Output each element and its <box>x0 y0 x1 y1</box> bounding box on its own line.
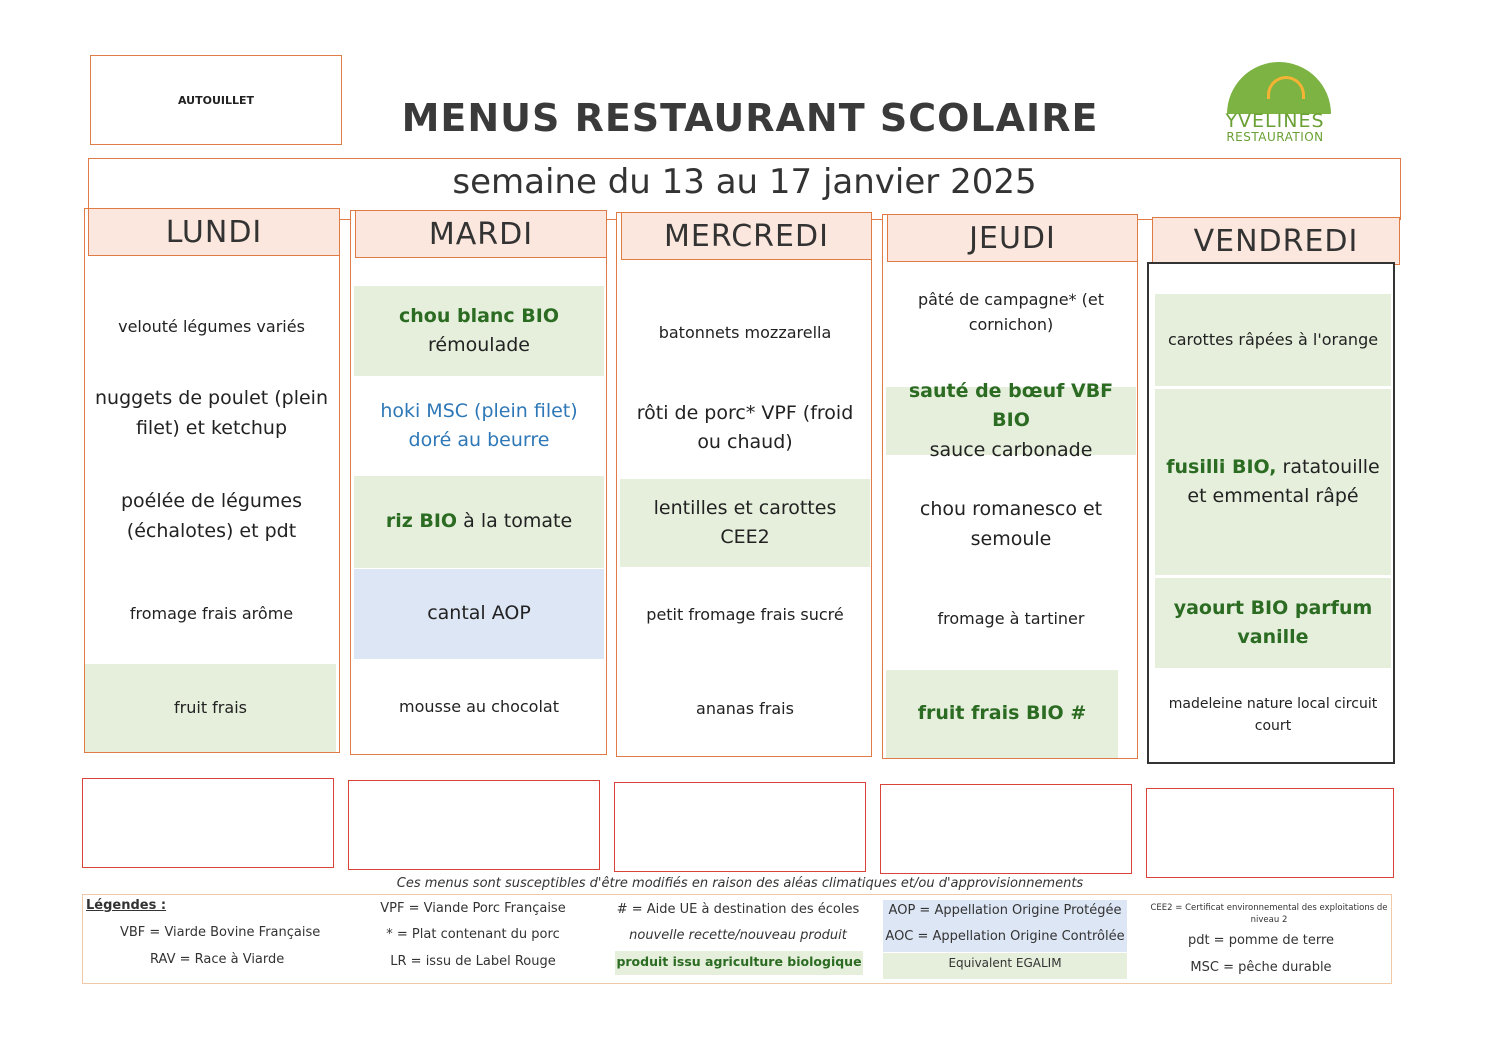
menu-item-side-rest: à la tomate <box>457 510 573 533</box>
menu-item-cheese: cantal AOP <box>354 569 604 659</box>
logo-sun-icon <box>1267 76 1305 99</box>
menu-item-dairy <box>1155 578 1391 668</box>
disclaimer-text: Ces menus sont susceptibles d'être modifiés en raison des aléas climatiques et/ou d'approvisionnements <box>396 876 1084 891</box>
legend-lr: LR = issu de Label Rouge <box>390 954 556 969</box>
menu-item-starter <box>354 286 604 376</box>
empty-note-cell <box>348 780 600 870</box>
legend-star: * = Plat contenant du porc <box>386 927 560 942</box>
day-column-vendredi <box>1147 262 1395 764</box>
empty-note-cell <box>1146 788 1394 878</box>
legend-cee2: CEE2 = Certificat environnemental des exploitations de niveau 2 <box>1150 903 1388 925</box>
legend-vpf: VPF = Viande Porc Française <box>380 901 566 916</box>
legend-pdt: pdt = pomme de terre <box>1187 933 1335 948</box>
menu-item-main-rest: sauce carbonade <box>929 438 1093 461</box>
bio-label: fruit frais BIO # <box>917 702 1087 725</box>
menu-item-dessert <box>886 670 1118 758</box>
bio-label: yaourt BIO parfum vanille <box>1173 596 1373 648</box>
legend-title: Légendes : <box>86 898 167 913</box>
legend-egalim: Equivalent EGALIM <box>883 953 1127 979</box>
menu-item-dessert: madeleine nature local circuit court <box>1168 696 1378 734</box>
menu-item-starter: carottes râpées à l'orange <box>1155 294 1391 386</box>
menu-item-main: hoki MSC (plein filet) doré au beurre <box>380 399 578 451</box>
day-header-vendredi: VENDREDI <box>1152 217 1400 265</box>
menu-item-main: nuggets de poulet (plein filet) et ketchup <box>94 387 329 439</box>
empty-note-cell <box>880 784 1132 874</box>
day-header-mardi: MARDI <box>355 210 607 258</box>
menu-item-starter: pâté de campagne* (et cornichon) <box>918 290 1104 334</box>
menu-item-main <box>886 379 1136 461</box>
menu-item-side: poélée de légumes (échalotes) et pdt <box>120 490 303 542</box>
logo-text-line1: YVELINES <box>1225 110 1325 132</box>
menu-item-main: rôti de porc* VPF (froid ou chaud) <box>636 401 854 453</box>
legend-hash: # = Aide UE à destination des écoles <box>616 902 860 917</box>
bio-label: riz BIO <box>385 510 458 533</box>
legend-vbf: VBF = Viarde Bovine Française <box>120 925 321 940</box>
school-name: AUTOUILLET <box>177 93 255 107</box>
menu-item-side <box>354 476 604 568</box>
menu-item-side: lentilles et carottes CEE2 <box>620 479 870 567</box>
school-name-box <box>90 55 342 145</box>
menu-item-main-rest: ratatouille et emmental râpé <box>1187 455 1380 507</box>
day-column-jeudi <box>882 214 1138 759</box>
day-header-lundi: LUNDI <box>88 208 340 256</box>
day-column-lundi <box>84 208 340 753</box>
legend-new: nouvelle recette/nouveau produit <box>629 928 847 943</box>
yvelines-restauration-logo <box>1205 58 1345 150</box>
menu-item-dessert: fruit frais <box>85 664 336 752</box>
empty-note-cell <box>82 778 334 868</box>
legend-aop: AOP = Appellation Origine Protégée <box>883 900 1127 926</box>
menu-item-starter: velouté légumes variés <box>118 316 305 336</box>
menu-item-starter: batonnets mozzarella <box>658 322 832 342</box>
empty-note-cell <box>614 782 866 872</box>
menu-item-cheese: fromage à tartiner <box>937 608 1085 628</box>
menu-item-dessert: ananas frais <box>696 698 794 718</box>
logo-text-line2: RESTAURATION <box>1226 130 1324 144</box>
legend-aoc: AOC = Appellation Origine Contrôlée <box>883 926 1127 952</box>
bio-label: chou blanc BIO <box>398 304 560 327</box>
bio-label: fusilli BIO, <box>1166 455 1277 478</box>
menu-item-cheese: petit fromage frais sucré <box>646 605 844 625</box>
menu-item-main <box>1155 389 1391 575</box>
day-header-mercredi: MERCREDI <box>621 212 872 260</box>
page-title: MENUS RESTAURANT SCOLAIRE <box>401 96 1099 140</box>
bio-label: sauté de bœuf VBF BIO <box>908 379 1114 432</box>
day-header-jeudi: JEUDI <box>887 214 1138 262</box>
logo-hill-icon <box>1227 62 1331 114</box>
menu-item-cheese: fromage frais arôme <box>129 603 294 623</box>
legend-rav: RAV = Race à Viarde <box>150 952 285 967</box>
menu-item-dessert: mousse au chocolat <box>399 696 559 716</box>
legend-msc: MSC = pêche durable <box>1190 960 1332 975</box>
day-column-mardi <box>350 210 607 755</box>
day-column-mercredi <box>616 212 872 757</box>
week-label: semaine du 13 au 17 janvier 2025 <box>452 162 1037 202</box>
menu-item-side: chou romanesco et semoule <box>919 498 1103 550</box>
menu-item-starter-rest: rémoulade <box>428 334 530 356</box>
legend-bio: produit issu agriculture biologique <box>615 951 863 975</box>
